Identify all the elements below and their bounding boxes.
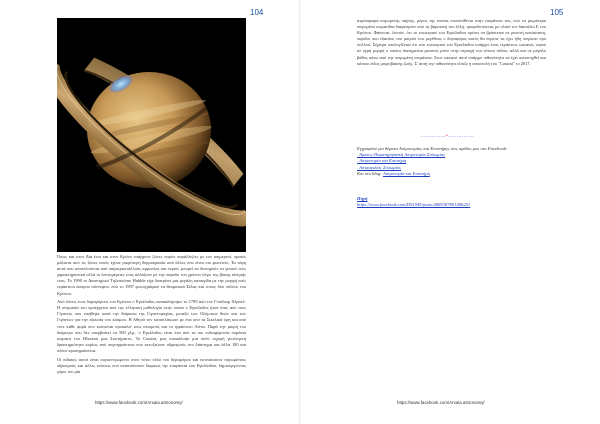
page-number-right: 105 xyxy=(550,8,564,17)
paragraph: Οι πίδακες αυτοί είναι συγκεντρωμένοι στον νότιο πόλο του δορυφόρου και εκτινάσσουν παγωμένους υδρατμούς και άλλες ενώσεις που αναπτύσσουν διαρκώς την επιφάνεια του Εγκέλαδου, δημιουργώντας γύρω του μία xyxy=(57,356,246,374)
source-link[interactable]: https://www.facebook.com/DS1945/posts/2885387861496251 xyxy=(357,202,471,208)
right-page xyxy=(300,0,600,424)
article-text-left xyxy=(57,254,246,377)
footer-url-left[interactable]: https://www.facebook.com/Arxaia.astronomy/ xyxy=(95,400,183,405)
group-list xyxy=(357,152,547,171)
paragraph: Από όλους τους δορυφόρους του Κρόνου ο Εγκέλαδος ανακαλύφτηκε το 1789 από τον Γουίλιαμ Χέρσελ. Η ονομασία του προέρχεται από την ελληνική μυθολογία στην οποία ο Εγκέλαδος ήταν ένας από τους Γίγαντες που νικήθηκε κατά την διάρκεια της Γιγαντομαχίας, μεταξύ των Ολύμπιων θεών και των Γιγάντων για την εξουσία του κόσμου. Η Αθηνά τον καταπλάκωσε με ένα από τα Σικελικά όρη και από τότε κάθε φορά που κουνιέται προκαλεί τους σεισμούς και το ηφαίστειο Αίτνα. Παρά την μικρή του διάμετρο που δεν υπερβαίνει τα 500 χλμ., ο Εγκέλαδος είναι ένα από τα πιο ενδιαφέροντα ουράνια σώματα του Ηλιακού μας Συστήματος. Το Cassini, μας αποκάλυψε μια πολύ ισχυρή γεωλογική δραστηριότητα κυρίως από παγοηφαίστεια που εκτοξεύουν υδρατμούς στο διάστημα και άλλα 100 και πλέον κρυοηφαίστεια. xyxy=(57,299,246,353)
blog-line xyxy=(357,171,547,177)
divider-dots-right: …………… xyxy=(447,134,474,139)
group-link[interactable]: . Αστροφιλίας Σολωμίας xyxy=(357,164,402,170)
blog-prefix: Και στο blog: xyxy=(357,170,382,176)
source-label: Πηγή xyxy=(357,196,368,201)
paragraph: ατμόσφαιρα παγωμένης πάχνης, μέρος της οποίας εναποτίθεται στην επιφάνεια του, ενώ τα μικρότερα παγωμένα σωματίδια διαφεύγουν από τη βαρυτική του έλξη, τροφοδοτώντας με υλικό τον δακτύλιο Ε του Κρόνου. Φαίνεται, λοιπόν, ότι το εσωτερικό του Εγκέλαδου πρέπει να βρίσκεται σε ρευστή κατάσταση, παρόλο που εξαιτίας του μικρού του μεγέθους ο δορυφόρος αυτός θα έπρεπε να έχει ήδη παγώσει προ πολλού. Σήμερα υπολογίζεται ότι στο εσωτερικό του Εγκέλαδου υπάρχει ένας τεράστιος ωκεανός νερού σε υγρή μορφή ο οποίος διατηρείται ρευστός μόνο στην περιοχή του νότιου πόλου, αλλά και σε μεγάλο βάθος κάτω από την παγωμένη επιφάνεια. Στον ωκεανό αυτό υπάρχει πιθανότητα να έχει αναπτυχθεί και κάποιο είδος μικροβιακής ζωής. Σ' αυτή την πιθανότητα έλπιζε η αποστολή του "Cassini" το 2017. xyxy=(357,18,546,66)
divider-dots-left: …………… xyxy=(420,134,446,139)
saturn-image xyxy=(57,18,246,252)
page-number-left: 104 xyxy=(250,8,264,17)
blog-link[interactable]: Αστρονομία και Επιστήμη xyxy=(382,170,430,176)
source-block xyxy=(357,196,547,208)
group-link[interactable]: . Άρατος-Παρατηρησιακή Αστρονομία Σολωμίας xyxy=(357,152,446,158)
saturn-photo xyxy=(57,18,246,252)
facebook-groups-promo xyxy=(357,146,547,177)
article-text-right xyxy=(357,18,546,69)
group-link[interactable]: . Αστρονομία και Επιστήμη xyxy=(357,158,407,164)
paragraph: Όπως και στον Δία έτσι και στον Κρόνο υπάρχουν ζώνες νεφών παράλληλες με τον ισημερινό, ορατές μάλιστα από τις ζώνες αυτές έχουν μικρότερη θερμοκρασία από άλλες που είναι πιο φωτεινές. Τα νέφη αυτά που αποτελούνται από παγοκρυστάλλους αμμωνίας και νερού, μπορεί να διατηρούν τα γενικά τους χαρακτηριστικά αλλά οι λεπτομέρειες τους αλλάζουν με την πάροδο του χρόνου λόγω της βίαιης κίνησής τους. Το 1990 το Διαστημικό Τηλεσκόπιο Hubble είχε διακρίνει μια μεγάλη καταιγίδα με την μορφή ενός τεράστιου άσπρου σύννεφου, ενώ το 1997 φωτογράφισε τα θεαματικά Σέλας και στους δύο πόλους του Κρόνου. xyxy=(57,254,246,296)
footer-url-right[interactable]: https://www.facebook.com/Arxaia.astronomy/ xyxy=(397,400,485,405)
promo-intro: Εγγραφείτε για θέματα Αστρονομίας και Επιστήμης στις ομάδες μας στο Facebook: xyxy=(357,146,508,151)
section-divider xyxy=(420,134,474,139)
divider-bullet: • xyxy=(446,134,448,139)
